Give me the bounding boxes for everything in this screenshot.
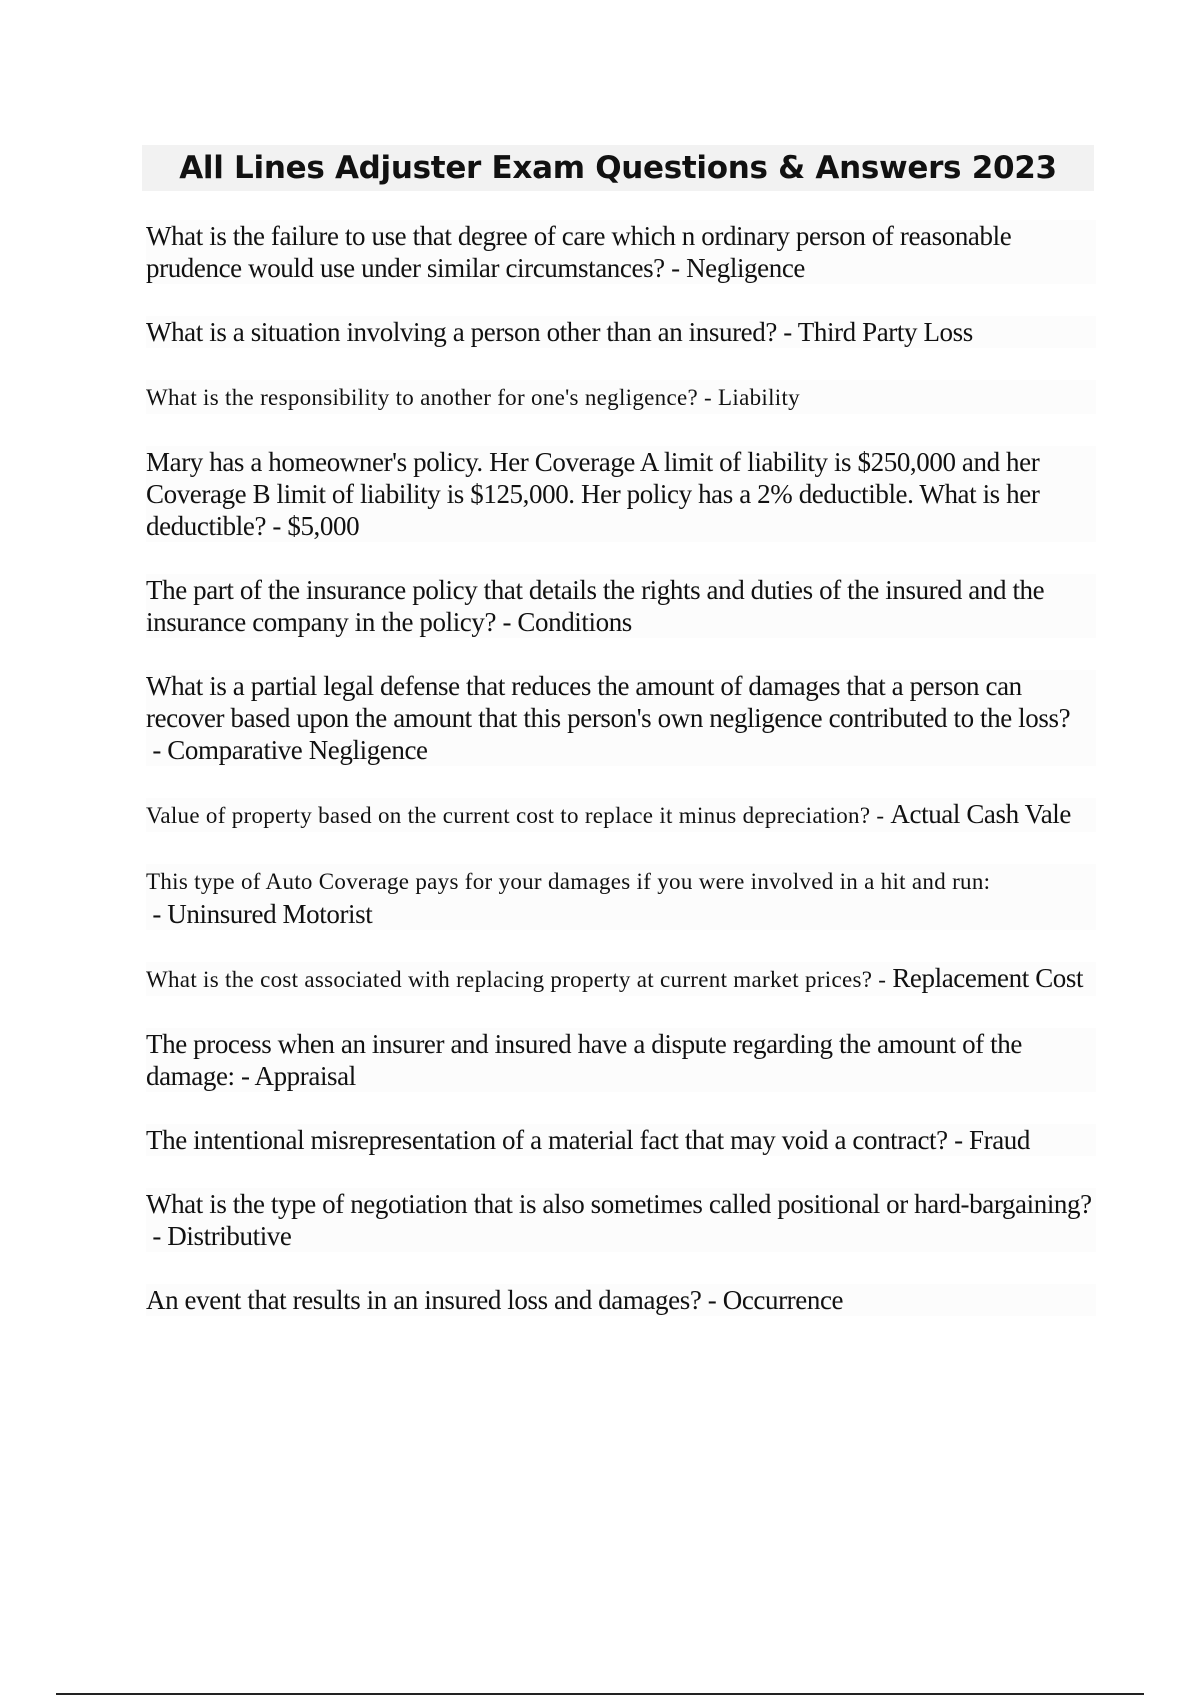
qa-question: This type of Auto Coverage pays for your damages if you were involved in a hit and run: <box>146 869 991 894</box>
qa-answer: Occurrence <box>722 1285 844 1315</box>
qa-item <box>146 864 1096 930</box>
qa-list <box>146 220 1096 1316</box>
qa-question: The process when an insurer and insured have a dispute regarding the amount of the damage: <box>146 1029 1022 1091</box>
qa-separator: - <box>870 803 891 828</box>
qa-answer: Appraisal <box>254 1061 356 1091</box>
qa-separator: - <box>234 1061 255 1091</box>
qa-separator: - <box>146 899 168 929</box>
qa-answer: Distributive <box>167 1221 292 1251</box>
qa-question: The intentional misrepresentation of a material fact that may void a contract? <box>146 1125 948 1155</box>
qa-question: What is the failure to use that degree of care which n ordinary person of reasonable prudence would use under similar circumstances? <box>146 221 1012 283</box>
qa-item <box>146 670 1096 766</box>
qa-answer: Third Party Loss <box>797 317 973 347</box>
qa-question: What is the type of negotiation that is also sometimes called positional or hard-bargaining? <box>146 1189 1092 1219</box>
qa-separator: - <box>146 1221 168 1251</box>
qa-answer: Comparative Negligence <box>167 735 428 765</box>
qa-answer: Liability <box>718 385 800 410</box>
qa-answer: $5,000 <box>287 511 360 541</box>
qa-item <box>146 574 1096 638</box>
qa-separator: - <box>664 253 687 283</box>
qa-answer: Conditions <box>517 607 632 637</box>
qa-item <box>146 962 1096 996</box>
qa-question: What is the cost associated with replacing property at current market prices? <box>146 967 873 992</box>
document-title: All Lines Adjuster Exam Questions & Answers 2023 <box>179 150 1057 186</box>
qa-answer: Replacement Cost <box>892 963 1084 993</box>
qa-answer: Negligence <box>686 253 805 283</box>
qa-item <box>146 380 1096 414</box>
qa-separator: - <box>872 967 893 992</box>
qa-item <box>146 798 1096 832</box>
qa-item <box>146 220 1096 284</box>
qa-separator: - <box>776 317 798 347</box>
qa-separator: - <box>496 607 518 637</box>
qa-question: What is a partial legal defense that reduces the amount of damages that a person can recover based upon the amount that this person's own negligence contributed to the loss? <box>146 671 1071 733</box>
qa-answer: Actual Cash Vale <box>890 799 1071 829</box>
qa-answer: Uninsured Motorist <box>167 899 373 929</box>
qa-item <box>146 1284 1096 1316</box>
qa-question: What is a situation involving a person other than an insured? <box>146 317 777 347</box>
qa-item <box>146 1124 1096 1156</box>
qa-item <box>146 1028 1096 1092</box>
qa-question: Mary has a homeowner's policy. Her Coverage A limit of liability is $250,000 and her Coverage B limit of liability is $125,000. Her policy has a 2% deductible. What is her deductible? <box>146 447 1040 541</box>
qa-separator: - <box>701 1285 723 1315</box>
title-bar <box>142 145 1094 191</box>
qa-answer: Fraud <box>969 1125 1031 1155</box>
qa-question: An event that results in an insured loss and damages? <box>146 1285 702 1315</box>
qa-question: What is the responsibility to another for one's negligence? <box>146 385 698 410</box>
qa-separator: - <box>266 511 288 541</box>
qa-question: The part of the insurance policy that details the rights and duties of the insured and the insurance company in the policy? <box>146 575 1045 637</box>
qa-item <box>146 1188 1096 1252</box>
qa-question: Value of property based on the current cost to replace it minus depreciation? <box>146 803 871 828</box>
qa-item <box>146 446 1096 542</box>
qa-separator: - <box>947 1125 970 1155</box>
qa-separator: - <box>146 735 168 765</box>
footer-divider <box>56 1693 1144 1695</box>
qa-item <box>146 316 1096 348</box>
qa-separator: - <box>697 385 719 410</box>
